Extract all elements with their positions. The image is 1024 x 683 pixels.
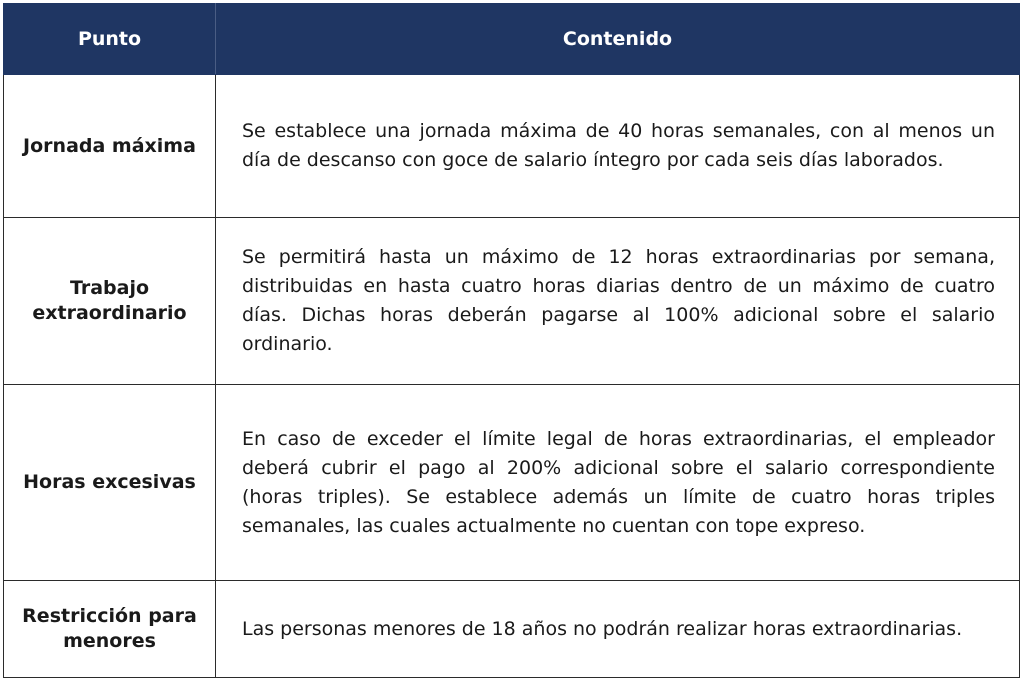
- table-header: [4, 4, 1020, 75]
- labor-rules-table-wrapper: [3, 3, 1019, 678]
- table-row: [4, 385, 1020, 581]
- table-body: [4, 75, 1020, 678]
- labor-rules-table: [3, 3, 1020, 678]
- table-row: [4, 75, 1020, 218]
- row-label: Jornada máxima: [4, 75, 216, 218]
- row-content: Las personas menores de 18 años no podrán realizar horas extraordinarias.: [216, 581, 1020, 678]
- header-row: [4, 4, 1020, 75]
- row-label: Restricción para menores: [4, 581, 216, 678]
- header-punto: Punto: [4, 4, 216, 75]
- table-row: [4, 581, 1020, 678]
- row-label: Trabajo extraordinario: [4, 218, 216, 385]
- row-label: Horas excesivas: [4, 385, 216, 581]
- row-content: Se establece una jornada máxima de 40 horas semanales, con al menos un día de descanso con goce de salario íntegro por cada seis días laborados.: [216, 75, 1020, 218]
- table-row: [4, 218, 1020, 385]
- header-contenido: Contenido: [216, 4, 1020, 75]
- row-content: Se permitirá hasta un máximo de 12 horas extraordinarias por semana, distribuidas en hasta cuatro horas diarias dentro de un máximo de cuatro días. Dichas horas deberán pagarse al 100% adicional sobre el salario ordinario.: [216, 218, 1020, 385]
- row-content: En caso de exceder el límite legal de horas extraordinarias, el empleador deberá cubrir el pago al 200% adicional sobre el salario correspondiente (horas triples). Se establece además un límite de cuatro horas triples semanales, las cuales actualmente no cuentan con tope expreso.: [216, 385, 1020, 581]
